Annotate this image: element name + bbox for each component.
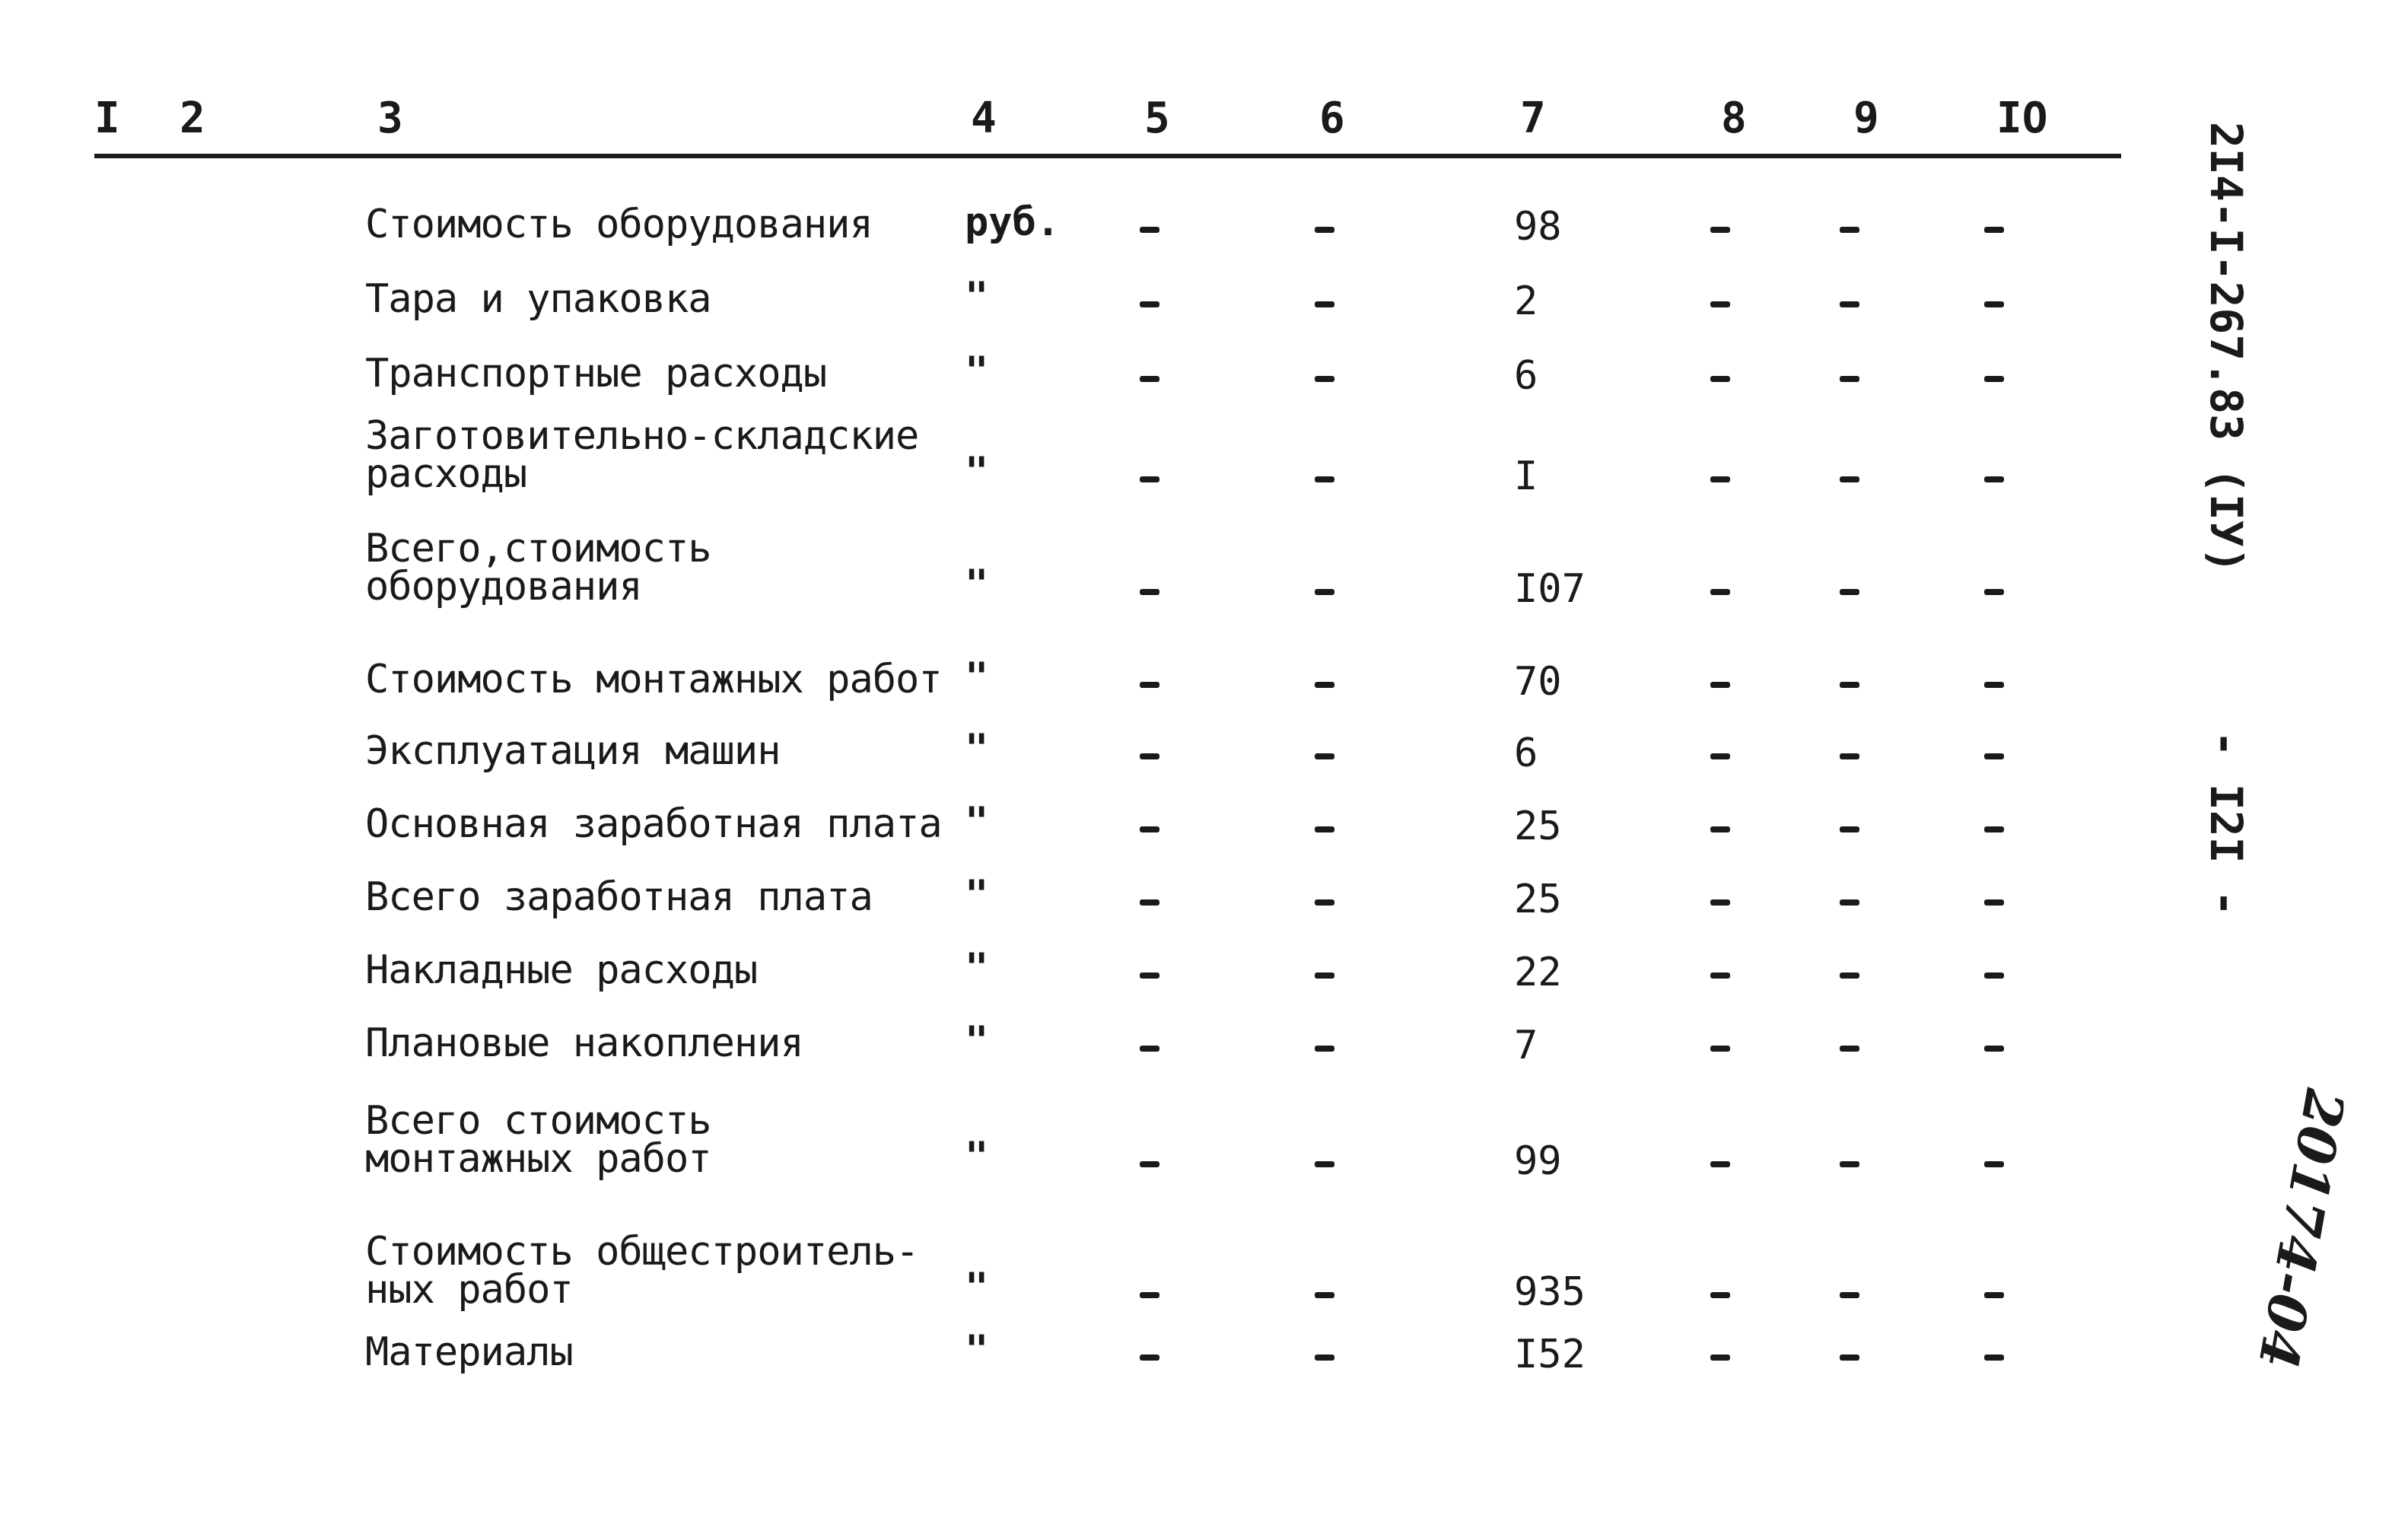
dash-c10: [1984, 973, 2004, 979]
row-description: Основная заработная плата: [365, 801, 942, 847]
dash-c6: [1315, 682, 1334, 688]
dash-c9: [1840, 1355, 1859, 1361]
row-unit: ": [965, 562, 989, 607]
column-header-2: 2: [180, 94, 205, 143]
column-header-1: I: [94, 94, 120, 143]
dash-c10: [1984, 589, 2004, 595]
row-description: Стоимость монтажных работ: [365, 657, 942, 702]
dash-c6: [1315, 973, 1334, 979]
row-value-col7: I: [1514, 454, 1538, 499]
dash-c9: [1840, 1161, 1859, 1167]
row-description: Плановые накопления: [365, 1020, 803, 1066]
dash-c5: [1140, 476, 1159, 482]
document-code: 2I4-I-267.83 (IУ): [2200, 122, 2252, 574]
dash-c9: [1840, 227, 1859, 233]
dash-c10: [1984, 1292, 2004, 1298]
dash-c6: [1315, 376, 1334, 382]
dash-c9: [1840, 1046, 1859, 1052]
dash-c9: [1840, 301, 1859, 307]
dash-c5: [1140, 589, 1159, 595]
dash-c9: [1840, 682, 1859, 688]
dash-c10: [1984, 826, 2004, 832]
row-unit: ": [965, 872, 989, 918]
row-unit: ": [965, 1134, 989, 1179]
row-description: Материалы: [365, 1329, 573, 1375]
row-value-col7: I52: [1514, 1332, 1586, 1377]
row-unit: ": [965, 274, 989, 320]
dash-c8: [1710, 1355, 1730, 1361]
row-unit: ": [965, 945, 989, 991]
dash-c5: [1140, 753, 1159, 759]
dash-c9: [1840, 826, 1859, 832]
dash-c10: [1984, 1161, 2004, 1167]
dash-c9: [1840, 476, 1859, 482]
dash-c10: [1984, 753, 2004, 759]
row-description: Стоимость общестроитель- ных работ: [365, 1229, 919, 1313]
dash-c9: [1840, 973, 1859, 979]
dash-c6: [1315, 301, 1334, 307]
dash-c8: [1710, 1161, 1730, 1167]
dash-c10: [1984, 476, 2004, 482]
dash-c6: [1315, 753, 1334, 759]
dash-c8: [1710, 1046, 1730, 1052]
dash-c8: [1710, 476, 1730, 482]
row-value-col7: 99: [1514, 1138, 1562, 1184]
dash-c8: [1710, 227, 1730, 233]
row-description: Всего,стоимость оборудования: [365, 526, 711, 610]
column-header-3: 3: [377, 94, 403, 143]
dash-c5: [1140, 227, 1159, 233]
dash-c5: [1140, 1355, 1159, 1361]
column-header-9: 9: [1853, 94, 1879, 143]
row-unit: ": [965, 349, 989, 394]
dash-c5: [1140, 973, 1159, 979]
row-unit: ": [965, 726, 989, 772]
dash-c5: [1140, 682, 1159, 688]
dash-c6: [1315, 899, 1334, 906]
row-unit: ": [965, 1327, 989, 1373]
row-description: Заготовительно-складские расходы: [365, 413, 919, 497]
dash-c5: [1140, 1292, 1159, 1298]
dash-c8: [1710, 899, 1730, 906]
dash-c5: [1140, 899, 1159, 906]
row-value-col7: 25: [1514, 804, 1562, 849]
dash-c8: [1710, 376, 1730, 382]
handwritten-note: 20174-04: [2246, 1084, 2357, 1374]
dash-c9: [1840, 589, 1859, 595]
column-header-8: 8: [1721, 94, 1747, 143]
row-unit: ": [965, 449, 989, 495]
row-value-col7: 6: [1514, 353, 1538, 399]
row-value-col7: 2: [1514, 279, 1538, 324]
dash-c8: [1710, 682, 1730, 688]
column-header-6: 6: [1319, 94, 1345, 143]
column-header-7: 7: [1520, 94, 1546, 143]
row-description: Накладные расходы: [365, 947, 758, 993]
row-unit: руб.: [965, 199, 1061, 245]
dash-c10: [1984, 1046, 2004, 1052]
dash-c6: [1315, 1355, 1334, 1361]
dash-c10: [1984, 227, 2004, 233]
dash-c8: [1710, 826, 1730, 832]
dash-c6: [1315, 227, 1334, 233]
row-value-col7: 7: [1514, 1023, 1538, 1068]
column-header-4: 4: [971, 94, 997, 143]
dash-c8: [1710, 753, 1730, 759]
dash-c5: [1140, 826, 1159, 832]
dash-c6: [1315, 1292, 1334, 1298]
dash-c10: [1984, 899, 2004, 906]
dash-c5: [1140, 376, 1159, 382]
dash-c9: [1840, 899, 1859, 906]
row-value-col7: 25: [1514, 877, 1562, 922]
dash-c8: [1710, 973, 1730, 979]
dash-c5: [1140, 301, 1159, 307]
dash-c10: [1984, 301, 2004, 307]
header-rule: [94, 154, 2121, 158]
dash-c10: [1984, 682, 2004, 688]
row-description: Тара и упаковка: [365, 276, 711, 322]
dash-c8: [1710, 1292, 1730, 1298]
dash-c10: [1984, 376, 2004, 382]
dash-c6: [1315, 826, 1334, 832]
dash-c6: [1315, 1161, 1334, 1167]
row-description: Стоимость оборудования: [365, 202, 873, 247]
dash-c5: [1140, 1046, 1159, 1052]
column-header-10: IO: [1996, 94, 2048, 143]
row-value-col7: I07: [1514, 566, 1586, 612]
dash-c5: [1140, 1161, 1159, 1167]
dash-c9: [1840, 1292, 1859, 1298]
column-header-5: 5: [1144, 94, 1170, 143]
row-value-col7: 98: [1514, 204, 1562, 250]
row-description: Эксплуатация машин: [365, 728, 781, 774]
row-unit: ": [965, 799, 989, 845]
row-description: Транспортные расходы: [365, 351, 827, 396]
dash-c10: [1984, 1355, 2004, 1361]
row-value-col7: 6: [1514, 731, 1538, 776]
dash-c9: [1840, 376, 1859, 382]
row-value-col7: 70: [1514, 659, 1562, 705]
page-number: - I2I -: [2200, 731, 2252, 917]
dash-c6: [1315, 1046, 1334, 1052]
dash-c8: [1710, 589, 1730, 595]
row-description: Всего стоимость монтажных работ: [365, 1098, 711, 1182]
row-unit: ": [965, 1265, 989, 1310]
row-unit: ": [965, 1018, 989, 1064]
dash-c9: [1840, 753, 1859, 759]
dash-c8: [1710, 301, 1730, 307]
row-description: Всего заработная плата: [365, 874, 873, 920]
row-unit: ": [965, 654, 989, 700]
dash-c6: [1315, 476, 1334, 482]
row-value-col7: 935: [1514, 1269, 1586, 1315]
row-value-col7: 22: [1514, 950, 1562, 995]
dash-c6: [1315, 589, 1334, 595]
